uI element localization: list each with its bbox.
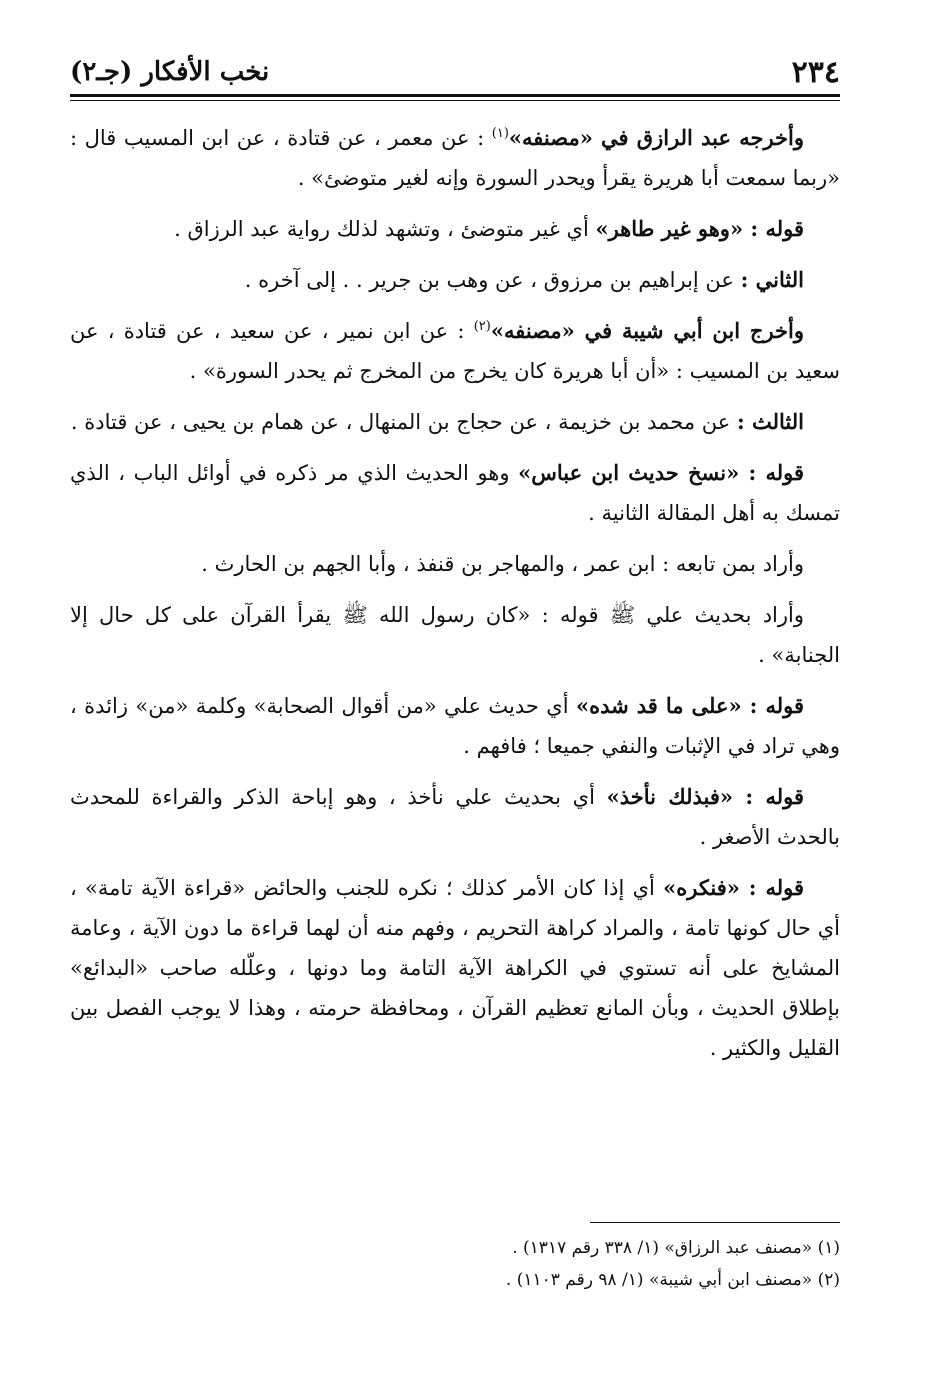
paragraph	[70, 453, 840, 533]
footnote-separator	[590, 1222, 840, 1223]
paragraph-text: أي غير متوضئ ، وتشهد لذلك رواية عبد الرزاق .	[174, 217, 596, 241]
paragraph	[70, 777, 840, 857]
paragraph-lead: الثالث :	[736, 409, 804, 434]
paragraph-lead: وأخرج ابن أبي شيبة في «مصنفه»	[490, 318, 804, 343]
main-text	[70, 118, 840, 1079]
paragraph	[70, 595, 840, 675]
paragraph-text: وأراد بحديث علي ﷺ قوله : «كان رسول الله ﷺ يقرأ القرآن على كل حال إلا الجنابة» .	[70, 603, 840, 667]
footnote: (١) «مصنف عبد الرزاق» (١/ ٣٣٨ رقم ١٣١٧) .	[512, 1238, 840, 1258]
footnote: (٢) «مصنف ابن أبي شيبة» (١/ ٩٨ رقم ١١٠٣) .	[505, 1270, 840, 1290]
paragraph	[70, 402, 840, 442]
paragraph-text: وهو الحديث الذي مر ذكره في أوائل الباب ، الذي تمسك به أهل المقالة الثانية .	[70, 461, 840, 525]
paragraph-text: أي حديث علي «من أقوال الصحابة» وكلمة «من» زائدة ، وهي تراد في الإثبات والنفي جميعا ؛ فافهم .	[70, 694, 840, 758]
paragraph-lead: قوله : «وهو غير طاهر»	[595, 216, 804, 241]
paragraph-text: أي بحديث علي نأخذ ، وهو إباحة الذكر والقراءة للمحدث بالحدث الأصغر .	[70, 785, 840, 849]
paragraph-lead: قوله : «فبذلك نأخذ»	[606, 784, 804, 809]
paragraph-lead: وأخرجه عبد الرازق في «مصنفه»	[508, 125, 804, 150]
paragraph-text: : عن معمر ، عن قتادة ، عن ابن المسيب قال : «ربما سمعت أبا هريرة يقرأ ويحدر السورة وإنه لغير متوضئ» .	[70, 126, 840, 190]
paragraph-text: عن محمد بن خزيمة ، عن حجاج بن المنهال ، عن همام بن يحيى ، عن قتادة .	[70, 410, 737, 434]
book-title: نخب الأفكار (جـ٢)	[70, 57, 270, 87]
paragraph-text: أي إذا كان الأمر كذلك ؛ نكره للجنب والحائض «قراءة الآية تامة» ، أي حال كونها تامة ، والمراد كراهة التحريم ، وفهم منه أن لهما قراءة ما دون الآية ، وعامة المشايخ على أنه تستوي في الكراهة الآية التامة وما دونها ، وعلّله صاحب «البدائع» بإطلاق الحديث ، وبأن المانع تعظيم القرآن ، ومحافظة حرمته ، وهذا لا يوجب الفصل بين القليل والكثير .	[70, 876, 840, 1060]
paragraph-lead: الثاني :	[740, 267, 804, 292]
paragraph	[70, 209, 840, 249]
paragraph	[70, 686, 840, 766]
paragraph-lead: قوله : «على ما قد شده»	[575, 693, 804, 718]
page-header	[70, 54, 840, 90]
paragraph	[70, 260, 840, 300]
footnote-ref: (١)	[491, 126, 509, 141]
header-rule-thick	[70, 94, 840, 97]
paragraph	[70, 544, 840, 584]
page-number: ٢٣٤	[791, 54, 840, 90]
header-rule-thin	[70, 100, 840, 101]
paragraph-text: : عن ابن نمير ، عن سعيد ، عن قتادة ، عن سعيد بن المسيب : «أن أبا هريرة كان يخرج من المخرج ثم يحدر السورة» .	[70, 319, 840, 383]
footnote-ref: (٢)	[473, 319, 491, 334]
paragraph-lead: قوله : «نسخ حديث ابن عباس»	[518, 460, 804, 485]
footnotes	[70, 1232, 840, 1296]
paragraph	[70, 118, 840, 198]
paragraph-lead: قوله : «فنكره»	[663, 875, 804, 900]
paragraph-text: عن إبراهيم بن مرزوق ، عن وهب بن جرير . . إلى آخره .	[244, 268, 741, 292]
paragraph	[70, 868, 840, 1068]
paragraph	[70, 311, 840, 391]
paragraph-text: وأراد بمن تابعه : ابن عمر ، والمهاجر بن قنفذ ، وأبا الجهم بن الحارث .	[201, 552, 804, 576]
